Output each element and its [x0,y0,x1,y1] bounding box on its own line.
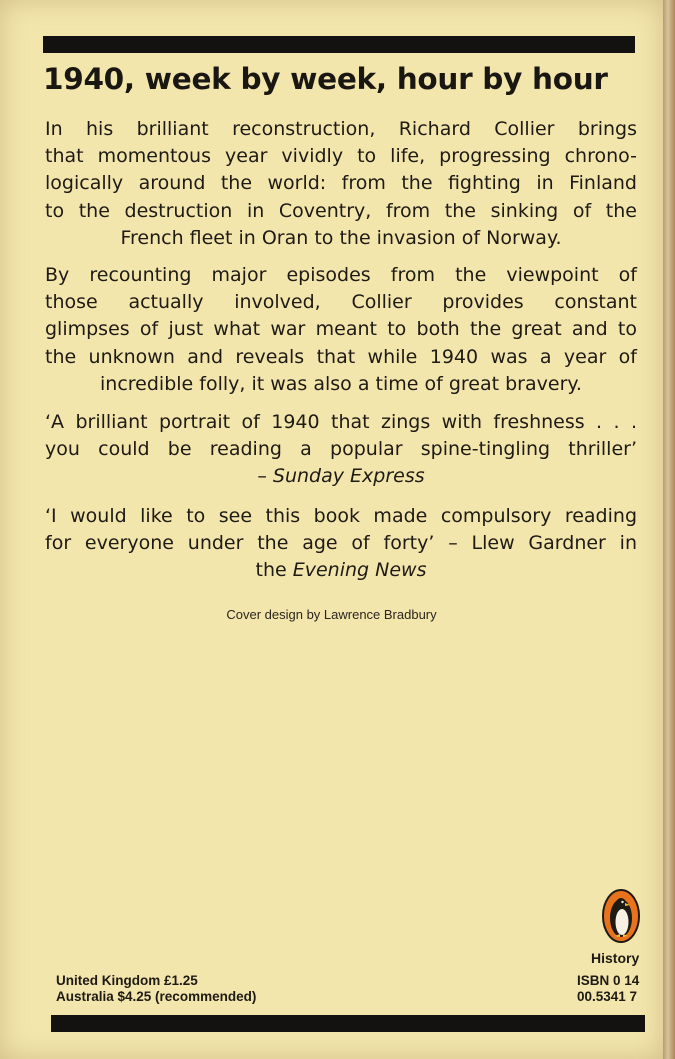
blurb-line: to the destruction in Coventry, from the sinking of the [45,199,637,222]
review-line: ‘I would like to see this book made compulsory reading [45,505,637,527]
blurb-line: that momentous year vividly to life, progressing chrono- [45,145,637,168]
review-quote-1 [45,409,637,491]
blurb-line: In his brilliant reconstruction, Richard Collier brings [45,118,637,140]
review-line: ‘A brilliant portrait of 1940 that zings with freshness . . . [45,411,637,433]
review-attribution [45,557,637,584]
category-label: History [591,950,640,966]
blurb-line: the unknown and reveals that while 1940 was a year of [45,345,637,368]
attribution-dash: – [257,465,273,488]
blurb-paragraph-1 [45,116,637,252]
price-block [56,973,256,1005]
blurb-line: those actually involved, Collier provides constant [45,291,637,314]
blurb-line: logically around the world: from the fighting in Finland [45,172,637,195]
attribution-prefix: the [255,559,293,582]
top-black-bar [43,36,635,53]
book-spine-edge [663,0,675,1059]
review-quote-2 [45,503,637,585]
isbn-block [577,973,639,1005]
cover-credit: Cover design by Lawrence Bradbury [226,607,437,622]
review-source: Sunday Express [272,465,425,488]
blurb-line: incredible folly, it was also a time of great bravery. [100,372,582,395]
price-australia: Australia $4.25 (recommended) [56,989,257,1004]
review-line: you could be reading a popular spine-tingling thriller’ [45,438,637,461]
blurb-paragraph-2 [45,262,637,398]
isbn-line-1: ISBN 0 14 [577,973,640,988]
review-attribution [45,463,637,490]
review-line: for everyone under the age of forty’ – Llew Gardner in [45,532,637,555]
bottom-black-bar [51,1015,645,1032]
price-uk: United Kingdom £1.25 [56,973,198,988]
blurb-line: French fleet in Oran to the invasion of Norway. [120,226,562,249]
penguin-logo-icon [601,888,641,944]
headline: 1940, week by week, hour by hour [43,62,608,96]
blurb-line: By recounting major episodes from the viewpoint of [45,264,637,286]
review-source: Evening News [292,559,427,582]
blurb-line: glimpses of just what war meant to both the great and to [45,318,637,341]
isbn-line-2: 00.5341 7 [577,989,638,1004]
